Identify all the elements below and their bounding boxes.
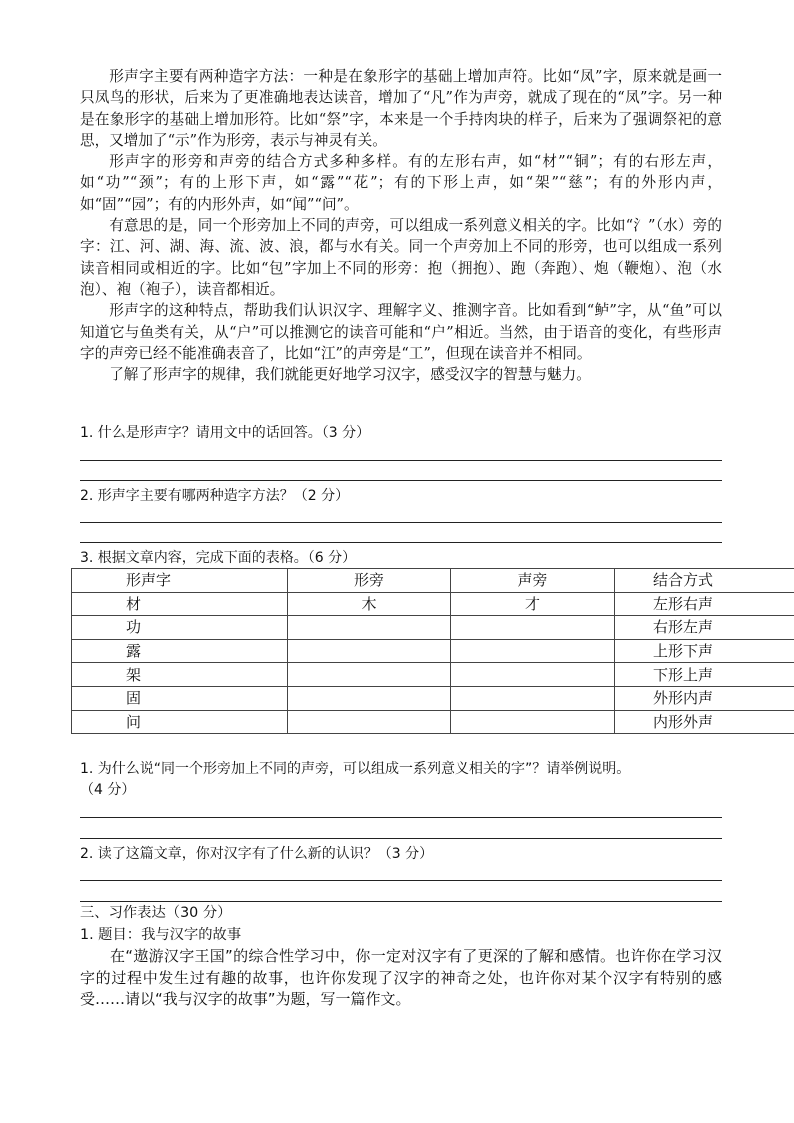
table-cell: 功 [72, 616, 288, 640]
table-cell: 材 [72, 592, 288, 616]
answer-line[interactable] [80, 522, 722, 523]
answer-line[interactable] [80, 480, 722, 481]
table-row [72, 710, 794, 734]
table-cell: 右形左声 [615, 616, 794, 640]
question-4-points: （4 分） [80, 782, 136, 798]
table-cell: 内形外声 [615, 710, 794, 734]
blank-cell[interactable] [288, 616, 451, 640]
blank-cell[interactable] [451, 686, 615, 710]
table-cell: 露 [72, 639, 288, 663]
table-cell: 才 [451, 592, 615, 616]
question-3: 3. 根据文章内容，完成下面的表格。（6 分） [80, 550, 357, 566]
table-row [72, 686, 794, 710]
passage-paragraph: 形声字的这种特点，帮助我们认识汉字、理解字义、推测字音。比如看到“鲈”字，从“鱼”可以知道它与鱼类有关，从“户”可以推测它的读音可能和“户”相近。当然，由于语音的变化，有些形声字的声旁已经不能准确表音了，比如“江”的声旁是“工”，但现在读音并不相同。 [80, 302, 722, 362]
question-2: 2. 形声字主要有哪两种造字方法？（2 分） [80, 488, 350, 504]
blank-cell[interactable] [451, 616, 615, 640]
table-row [72, 592, 794, 616]
passage-paragraph: 形声字主要有两种造字方法：一种是在象形字的基础上增加声符。比如“凤”字，原来就是画一只凤鸟的形状，后来为了更准确地表达读音，增加了“凡”作为声旁，就成了现在的“凤”字。另一种是在象形字的基础上增加形符。比如“祭”字，本来是一个手持肉块的样子，后来为了强调祭祀的意思，又增加了“示”作为形旁，表示与神灵有关。 [80, 68, 722, 149]
composition-table [71, 568, 794, 734]
table-header: 结合方式 [615, 569, 794, 593]
blank-cell[interactable] [288, 663, 451, 687]
table-row [72, 616, 794, 640]
table-cell: 下形上声 [615, 663, 794, 687]
table-cell: 固 [72, 686, 288, 710]
blank-cell[interactable] [288, 686, 451, 710]
table-header: 形旁 [288, 569, 451, 593]
section-title: 三、习作表达（30 分） [80, 905, 232, 921]
answer-line[interactable] [80, 880, 722, 881]
table-cell: 上形下声 [615, 639, 794, 663]
question-1: 1. 什么是形声字？请用文中的话回答。（3 分） [80, 425, 371, 441]
table-row [72, 639, 794, 663]
blank-cell[interactable] [288, 639, 451, 663]
table-cell: 左形右声 [615, 592, 794, 616]
table-cell: 木 [288, 592, 451, 616]
table-cell: 外形内声 [615, 686, 794, 710]
table-header: 形声字 [72, 569, 288, 593]
table-row [72, 663, 794, 687]
table-cell: 架 [72, 663, 288, 687]
answer-line[interactable] [80, 838, 722, 839]
passage-paragraph: 有意思的是，同一个形旁加上不同的声旁，可以组成一系列意义相关的字。比如“氵”（水）旁的字：江、河、湖、海、流、波、浪，都与水有关。同一个声旁加上不同的形旁，也可以组成一系列读音相同或相近的字。比如“包”字加上不同的形旁：抱（拥抱）、跑（奔跑）、炮（鞭炮）、泡（水泡）、袍（袍子），读音都相近。 [80, 217, 722, 298]
table-header: 声旁 [451, 569, 615, 593]
question-4: 1. 为什么说“同一个形旁加上不同的声旁，可以组成一系列意义相关的字”？请举例说明。 [80, 761, 631, 777]
blank-cell[interactable] [451, 710, 615, 734]
writing-topic: 1. 题目：我与汉字的故事 [80, 927, 242, 943]
blank-cell[interactable] [288, 710, 451, 734]
passage-paragraph: 形声字的形旁和声旁的结合方式多种多样。有的左形右声，如“材”“铜”；有的右形左声，如“功”“颈”；有的上形下声，如“露”“花”；有的下形上声，如“架”“慈”；有的外形内声，如“固”“园”；有的内形外声，如“闻”“问”。 [80, 153, 722, 213]
answer-line[interactable] [80, 460, 722, 461]
table-cell: 问 [72, 710, 288, 734]
passage-paragraph: 了解了形声字的规律，我们就能更好地学习汉字，感受汉字的智慧与魅力。 [109, 366, 591, 384]
reading-passage [80, 66, 722, 385]
answer-line[interactable] [80, 901, 722, 902]
blank-cell[interactable] [451, 663, 615, 687]
blank-cell[interactable] [451, 639, 615, 663]
answer-line[interactable] [80, 542, 722, 543]
writing-prompt: 在“遨游汉字王国”的综合性学习中，你一定对汉字有了更深的了解和感情。也许你在学习汉字的过程中发生过有趣的故事，也许你发现了汉字的神奇之处，也许你对某个汉字有特别的感受……请以“我与汉字的故事”为题，写一篇作文。 [80, 947, 722, 1009]
table-header-row [72, 569, 794, 593]
question-5: 2. 读了这篇文章，你对汉字有了什么新的认识？（3 分） [80, 846, 434, 862]
answer-line[interactable] [80, 817, 722, 818]
